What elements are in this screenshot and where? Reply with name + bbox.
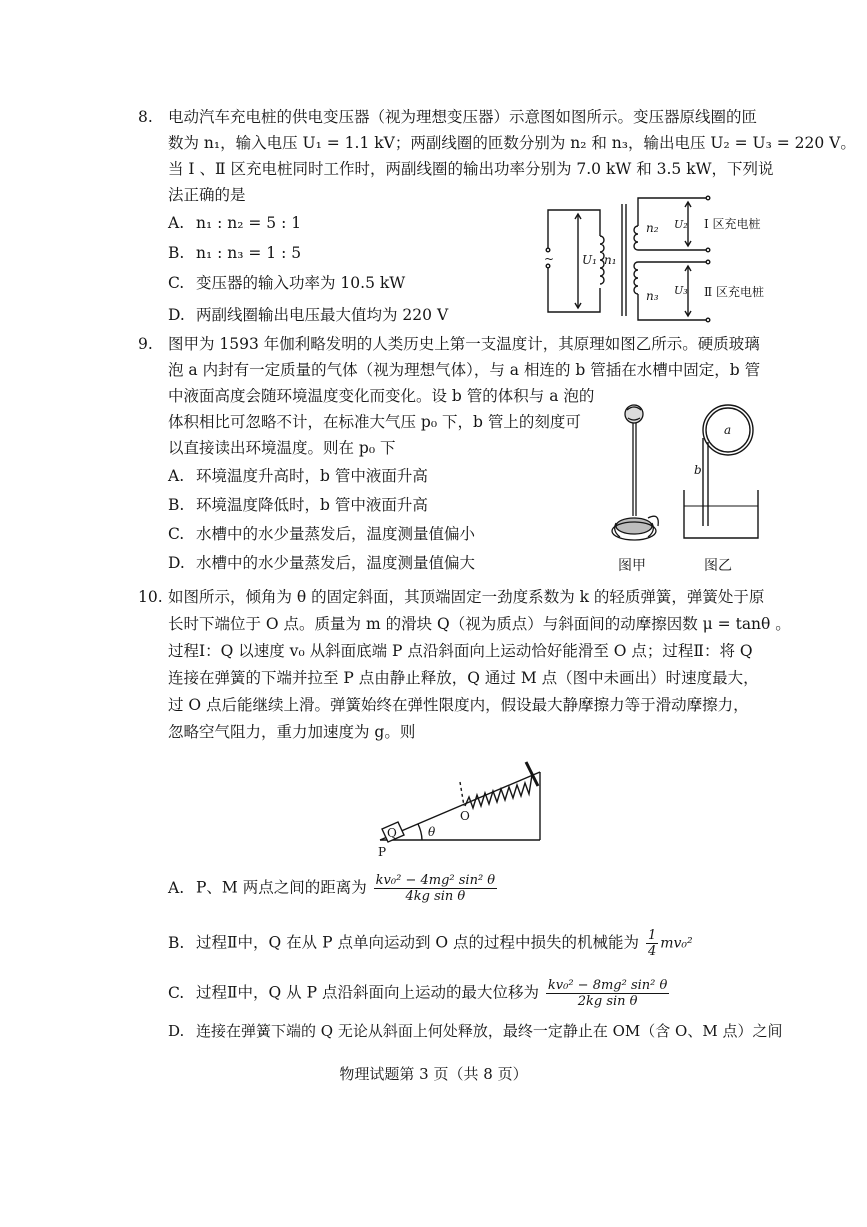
fraction-denominator: 4kg sin θ [405,889,466,904]
q10-option-a [168,873,499,904]
fraction-numerator: kv₀² − 8mg² sin² θ [547,978,668,993]
option-text: 环境温度降低时，b 管中液面升高 [196,496,428,514]
option-text: n₁ : n₃ = 1 : 5 [196,244,302,262]
option-text: 两副线圈输出电压最大值均为 220 V [196,306,449,324]
option-text: n₁ : n₂ = 5 : 1 [196,214,302,232]
option-text: 变压器的输入功率为 10.5 kW [196,274,406,292]
thermometer-figures [600,398,776,576]
q10-option-d [168,1020,782,1042]
formula-fraction [646,928,658,959]
option-text: P、M 两点之间的距离为 [196,878,367,897]
q10-option-c [168,978,671,1009]
q9-stem-line: 以直接读出环境温度。则在 p₀ 下 [168,439,396,457]
zone1-label: Ⅰ 区充电桩 [704,217,761,231]
point-p-label: P [378,845,387,859]
option-letter: B. [168,933,185,952]
option-text: 连接在弹簧下端的 Q 无论从斜面上何处释放，最终一定静止在 OM（含 O、M 点）之间 [196,1022,783,1040]
option-letter: D. [168,306,185,324]
option-letter: D. [168,554,185,572]
option-letter: C. [168,525,185,543]
fraction-numerator: kv₀² − 4mg² sin² θ [375,873,496,888]
point-o-label: O [460,809,470,823]
u2-label: U₂ [674,218,688,231]
option-letter: D. [168,1022,185,1040]
caption-yi: 图乙 [704,558,732,574]
q8-stem-line: 数为 n₁，输入电压 U₁ = 1.1 kV；两副线圈的匝数分别为 n₂ 和 n₃，输出电压 U₂ = U₃ = 220 V。 [168,134,856,152]
page-footer: 物理试题第 3 页（共 8 页） [339,1065,528,1083]
caption-jia: 图甲 [618,558,646,574]
q9-number: 9. [138,335,153,353]
n2-label: n₂ [646,221,659,235]
q8-stem-line: 电动汽车充电桩的供电变压器（视为理想变压器）示意图如图所示。变压器原线圈的匝 [168,108,758,126]
option-letter: A. [168,878,185,897]
n1-label: n₁ [604,253,617,267]
q10-stem-line: 忽略空气阻力，重力加速度为 g。则 [168,723,416,741]
q9-stem-line: 图甲为 1593 年伽利略发明的人类历史上第一支温度计，其原理如图乙所示。硬质玻璃 [168,335,760,353]
option-letter: A. [168,214,185,232]
ac-source-symbol: ~ [544,252,555,266]
formula-fraction [374,873,497,904]
u1-label: U₁ [582,253,597,267]
q8-option-b [168,242,301,264]
q10-stem-line: 连接在弹簧的下端并拉至 P 点由静止释放，Q 通过 M 点（图中未画出）时速度最大， [168,669,759,687]
transformer-diagram [538,190,778,330]
n3-label: n₃ [646,289,659,303]
q8-number: 8. [138,108,153,126]
q9-option-b [168,494,428,516]
q8-option-a [168,212,301,234]
q9-option-a [168,465,428,487]
option-text: 过程Ⅱ中，Q 在从 P 点单向运动到 O 点的过程中损失的机械能为 [196,933,640,952]
option-letter: B. [168,496,185,514]
fraction-denominator: 4 [647,944,657,959]
figure-jia-drawing [612,405,658,540]
q10-stem-line: 如图所示，倾角为 θ 的固定斜面，其顶端固定一劲度系数为 k 的轻质弹簧，弹簧处于原 [168,588,765,606]
q10-stem-line: 长时下端位于 O 点。质量为 m 的滑块 Q（视为质点）与斜面间的动摩擦因数 μ = tanθ 。 [168,615,791,633]
q9-option-c [168,523,475,545]
q10-stem-line: 过 O 点后能继续上滑。弹簧始终在弹性限度内，假设最大静摩擦力等于滑动摩擦力， [168,696,749,714]
q10-number: 10. [138,588,163,606]
q9-stem-line: 中液面高度会随环境温度变化而变化。设 b 管的体积与 a 泡的 [168,387,595,405]
option-text: 环境温度升高时，b 管中液面升高 [196,467,428,485]
q8-stem-line: 法正确的是 [168,186,246,204]
q10-option-b [168,928,693,959]
option-text: 过程Ⅱ中，Q 从 P 点沿斜面向上运动的最大位移为 [196,983,539,1002]
fraction-denominator: 2kg sin θ [577,994,638,1009]
q9-stem-line: 泡 a 内封有一定质量的气体（视为理想气体），与 a 相连的 b 管插在水槽中固定，b 管 [168,361,761,379]
q8-stem-line: 当 Ⅰ 、Ⅱ 区充电桩同时工作时，两副线圈的输出功率分别为 7.0 kW 和 3.5 kW，下列说 [168,160,774,178]
option-text: 水槽中的水少量蒸发后，温度测量值偏大 [196,554,476,572]
q8-option-d [168,304,448,326]
fraction-numerator: 1 [647,928,657,943]
option-letter: B. [168,244,185,262]
tube-b-label: b [694,463,702,477]
formula-tail: mv₀² [660,935,693,952]
block-q-label: Q [387,826,397,840]
q9-option-d [168,552,475,574]
option-letter: A. [168,467,185,485]
angle-theta-label: θ [428,825,436,839]
incline-figure [374,756,552,862]
zone2-label: Ⅱ 区充电桩 [704,285,764,299]
option-letter: C. [168,983,185,1002]
formula-fraction [546,978,669,1009]
q8-option-c [168,272,405,294]
option-text: 水槽中的水少量蒸发后，温度测量值偏小 [196,525,476,543]
q10-stem-line: 过程Ⅰ：Q 以速度 v₀ 从斜面底端 P 点沿斜面向上运动恰好能滑至 O 点；过程Ⅱ：将 Q [168,642,753,660]
u3-label: U₃ [674,284,688,297]
option-letter: C. [168,274,185,292]
bulb-a-label: a [724,423,732,437]
q9-stem-line: 体积相比可忽略不计，在标准大气压 p₀ 下，b 管上的刻度可 [168,413,581,431]
